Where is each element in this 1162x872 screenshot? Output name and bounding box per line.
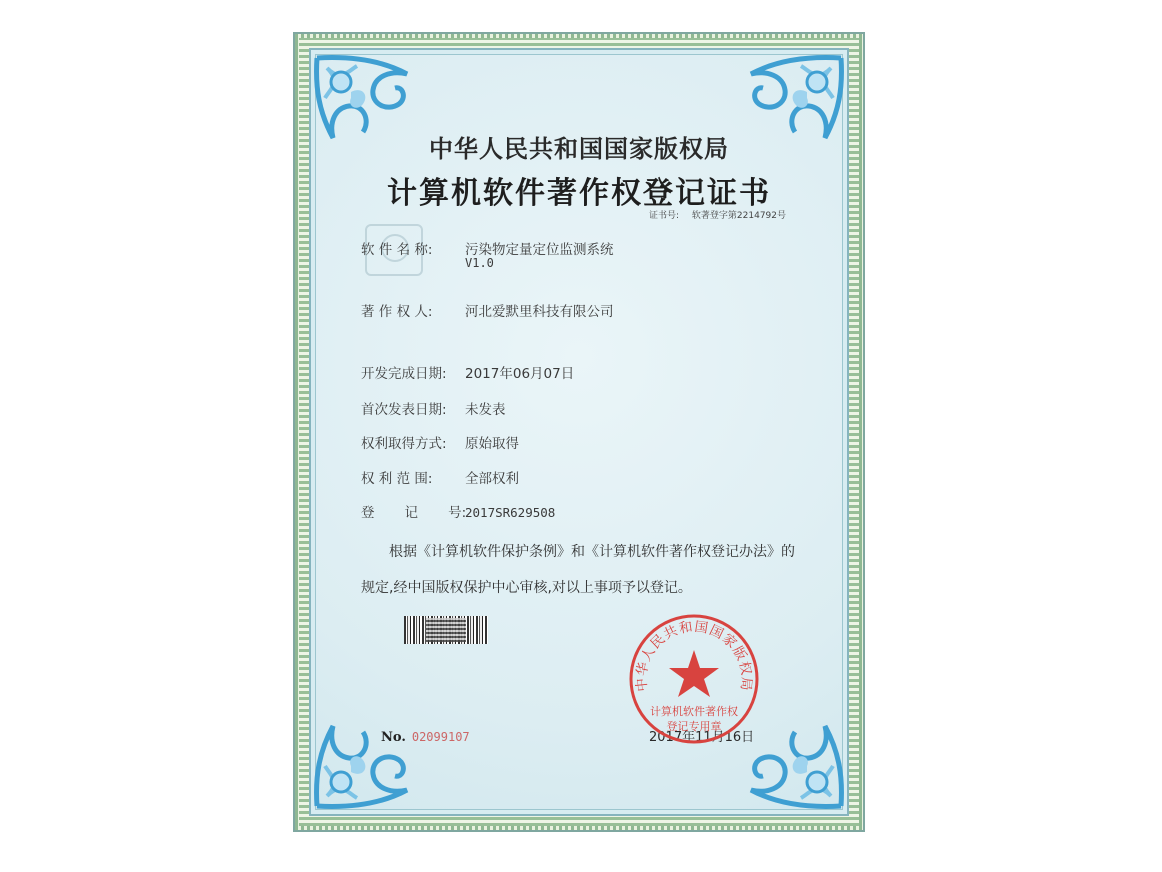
certificate-number-value: 软著登字第2214792号 <box>691 211 787 221</box>
field-label: 著 作 权 人: <box>361 304 433 320</box>
owner-row <box>361 300 614 320</box>
field-label: 首次发表日期: <box>361 402 447 418</box>
publish-date: 未发表 <box>465 402 506 418</box>
publish-date-row <box>361 398 506 418</box>
field-label: 开发完成日期: <box>361 366 447 382</box>
corner-ornament-icon <box>311 712 431 812</box>
certificate-number <box>649 208 786 221</box>
statement <box>361 534 811 606</box>
software-name: 污染物定量定位监测系统 <box>465 242 614 258</box>
software-name-row <box>361 238 614 258</box>
rights-scope-row <box>361 467 519 487</box>
dev-date: 2017年06月07日 <box>465 366 575 382</box>
seal-outer-text: 中华人民共和国国家版权局 <box>633 618 755 693</box>
field-label: 软 件 名 称: <box>361 242 433 258</box>
authority-title: 中华人民共和国国家版权局 <box>429 134 729 163</box>
barcode-icon <box>404 616 488 644</box>
dev-date-row <box>361 362 574 382</box>
reg-no: 2017SR629508 <box>465 505 556 520</box>
field-label: 权 利 范 围: <box>361 471 433 487</box>
serial-number-value: 02099107 <box>411 730 470 744</box>
field-label: 登 记 号: <box>361 505 467 521</box>
seal-inner-line-2: 登记专用章 <box>666 720 722 733</box>
certificate <box>291 28 867 836</box>
software-version: V1.0 <box>465 256 494 270</box>
serial-number-label: No. <box>381 730 406 745</box>
qr-code-icon <box>426 618 466 642</box>
reg-no-row <box>361 501 555 521</box>
issue-date: 2017年11月16日 <box>649 730 755 745</box>
rights-method: 原始取得 <box>465 436 519 452</box>
field-label: 权利取得方式: <box>361 436 447 452</box>
statement-line-2: 规定,经中国版权保护中心审核,对以上事项予以登记。 <box>361 580 692 596</box>
certificate-number-label: 证书号: <box>649 211 680 221</box>
seal-inner-line-1: 计算机软件著作权 <box>650 705 738 718</box>
statement-line-1: 根据《计算机软件保护条例》和《计算机软件著作权登记办法》的 <box>389 544 795 560</box>
official-seal-icon <box>627 612 761 746</box>
rights-method-row <box>361 432 519 452</box>
rights-scope: 全部权利 <box>465 471 519 487</box>
certificate-title: 计算机软件著作权登记证书 <box>387 176 771 211</box>
owner-name: 河北爱默里科技有限公司 <box>465 304 614 320</box>
serial-number <box>381 730 470 745</box>
